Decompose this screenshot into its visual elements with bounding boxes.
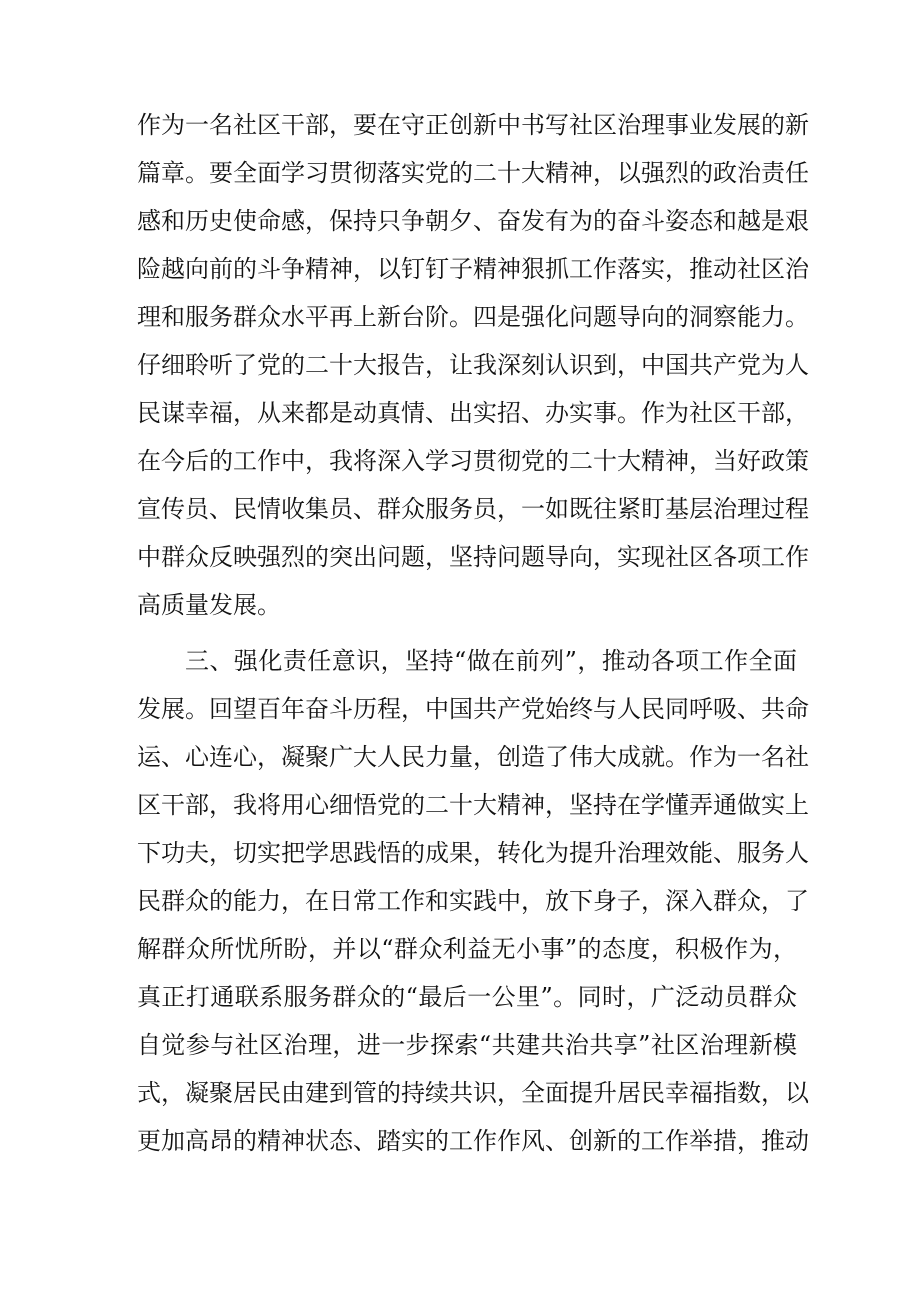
text-line: 民群众的能力，在日常工作和实践中，放下身子，深入群众，了 <box>137 887 809 915</box>
text-line: 在今后的工作中，我将深入学习贯彻党的二十大精神，当好政策 <box>137 447 809 475</box>
text-line: 作为一名社区干部，要在守正创新中书写社区治理事业发展的新 <box>137 111 809 139</box>
text-line: 仔细聆听了党的二十大报告，让我深刻认识到，中国共产党为人 <box>137 351 809 379</box>
text-line: 更加高昂的精神状态、踏实的工作作风、创新的工作举措，推动 <box>137 1127 809 1155</box>
text-line: 篇章。要全面学习贯彻落实党的二十大精神，以强烈的政治责任 <box>137 159 809 187</box>
text-line: 理和服务群众水平再上新台阶。四是强化问题导向的洞察能力。 <box>137 303 809 331</box>
text-line: 高质量发展。 <box>137 591 281 619</box>
text-line: 式，凝聚居民由建到管的持续共识，全面提升居民幸福指数，以 <box>137 1079 809 1107</box>
text-line: 民谋幸福，从来都是动真情、出实招、办实事。作为社区干部， <box>137 399 809 427</box>
text-line: 运、心连心，凝聚广大人民力量，创造了伟大成就。作为一名社 <box>137 743 809 771</box>
text-line: 险越向前的斗争精神，以钉钉子精神狠抓工作落实，推动社区治 <box>137 255 809 283</box>
text-line: 真正打通联系服务群众的“最后一公里”。同时，广泛动员群众 <box>137 983 797 1011</box>
text-line: 解群众所忧所盼，并以“群众利益无小事”的态度，积极作为， <box>137 935 797 963</box>
text-line: 下功夫，切实把学思践悟的成果，转化为提升治理效能、服务人 <box>137 839 809 867</box>
text-line: 区干部，我将用心细悟党的二十大精神，坚持在学懂弄通做实上 <box>137 791 809 819</box>
paragraph-heading-line: 三、强化责任意识，坚持“做在前列”，推动各项工作全面 <box>185 647 797 675</box>
text-line: 中群众反映强烈的突出问题，坚持问题导向，实现社区各项工作 <box>137 543 809 571</box>
text-line: 发展。回望百年奋斗历程，中国共产党始终与人民同呼吸、共命 <box>137 695 809 723</box>
text-line: 宣传员、民情收集员、群众服务员，一如既往紧盯基层治理过程 <box>137 495 809 523</box>
text-line: 感和历史使命感，保持只争朝夕、奋发有为的奋斗姿态和越是艰 <box>137 207 809 235</box>
text-line: 自觉参与社区治理，进一步探索“共建共治共享”社区治理新模 <box>137 1031 797 1059</box>
